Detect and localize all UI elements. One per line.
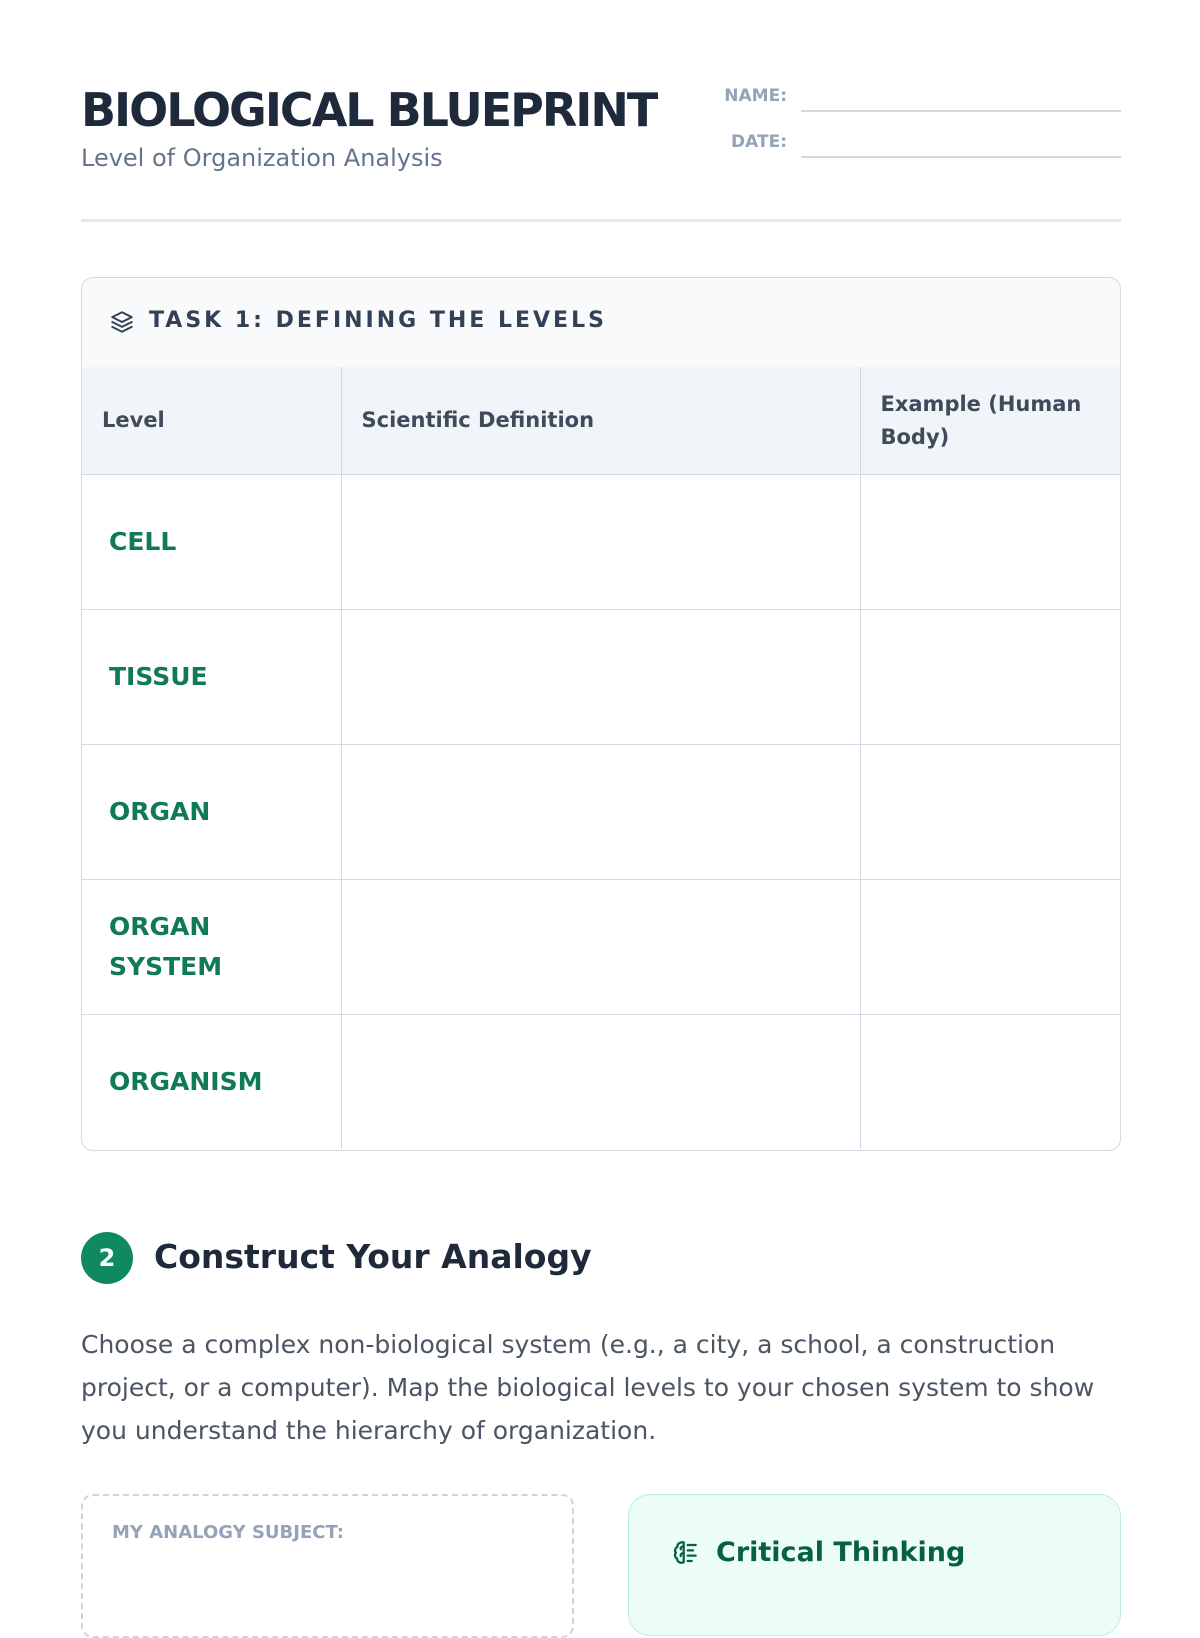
name-field[interactable] bbox=[708, 78, 1121, 114]
date-label: DATE: bbox=[731, 132, 787, 152]
task1-card-header bbox=[82, 278, 1120, 368]
definition-cell[interactable] bbox=[341, 610, 860, 745]
definition-cell[interactable] bbox=[341, 475, 860, 610]
page-title: BIOLOGICAL BLUEPRINT bbox=[81, 83, 657, 137]
task1-title: TASK 1: DEFINING THE LEVELS bbox=[149, 308, 607, 333]
level-cell bbox=[82, 610, 341, 745]
table-row bbox=[82, 475, 1120, 610]
critical-thinking-title: Critical Thinking bbox=[716, 1537, 966, 1568]
task1-card bbox=[81, 277, 1121, 1151]
example-cell[interactable] bbox=[860, 880, 1120, 1015]
definition-cell[interactable] bbox=[341, 880, 860, 1015]
level-name: ORGAN bbox=[109, 797, 211, 826]
definition-cell[interactable] bbox=[341, 1015, 860, 1150]
example-cell[interactable] bbox=[860, 475, 1120, 610]
level-name: ORGAN SYSTEM bbox=[109, 912, 223, 981]
example-cell[interactable] bbox=[860, 610, 1120, 745]
level-name: CELL bbox=[109, 527, 177, 556]
analogy-subject-label: MY ANALOGY SUBJECT: bbox=[112, 1522, 344, 1543]
table-row bbox=[82, 610, 1120, 745]
example-cell[interactable] bbox=[860, 1015, 1120, 1150]
name-label: NAME: bbox=[724, 86, 787, 106]
layers-icon bbox=[109, 309, 135, 335]
table-row bbox=[82, 880, 1120, 1015]
brain-icon bbox=[669, 1537, 701, 1569]
level-name: TISSUE bbox=[109, 662, 208, 691]
step-number-badge: 2 bbox=[81, 1232, 133, 1284]
table-row bbox=[82, 1015, 1120, 1150]
section2-instructions: Choose a complex non-biological system (e.g., a city, a school, a construction project, or a computer). Map the biological levels to your chosen system to show you understand the hierarchy of organization. bbox=[81, 1330, 1095, 1445]
level-name: ORGANISM bbox=[109, 1067, 263, 1096]
column-header-example: Example (Human Body) bbox=[860, 367, 1120, 475]
level-cell bbox=[82, 475, 341, 610]
column-header-level: Level bbox=[82, 367, 341, 475]
example-cell[interactable] bbox=[860, 745, 1120, 880]
level-cell bbox=[82, 1015, 341, 1150]
date-field[interactable] bbox=[708, 124, 1121, 160]
date-input-line[interactable] bbox=[801, 156, 1121, 158]
section2-title: Construct Your Analogy bbox=[154, 1237, 592, 1276]
level-cell bbox=[82, 745, 341, 880]
level-cell bbox=[82, 880, 341, 1015]
table-row bbox=[82, 745, 1120, 880]
definition-cell[interactable] bbox=[341, 745, 860, 880]
levels-table bbox=[82, 367, 1120, 1149]
column-header-definition: Scientific Definition bbox=[341, 367, 860, 475]
table-header-row bbox=[82, 367, 1120, 475]
name-input-line[interactable] bbox=[801, 110, 1121, 112]
analogy-subject-box[interactable] bbox=[81, 1494, 574, 1638]
page-subtitle: Level of Organization Analysis bbox=[81, 144, 443, 172]
header-divider bbox=[81, 219, 1121, 222]
critical-thinking-box bbox=[628, 1494, 1121, 1636]
